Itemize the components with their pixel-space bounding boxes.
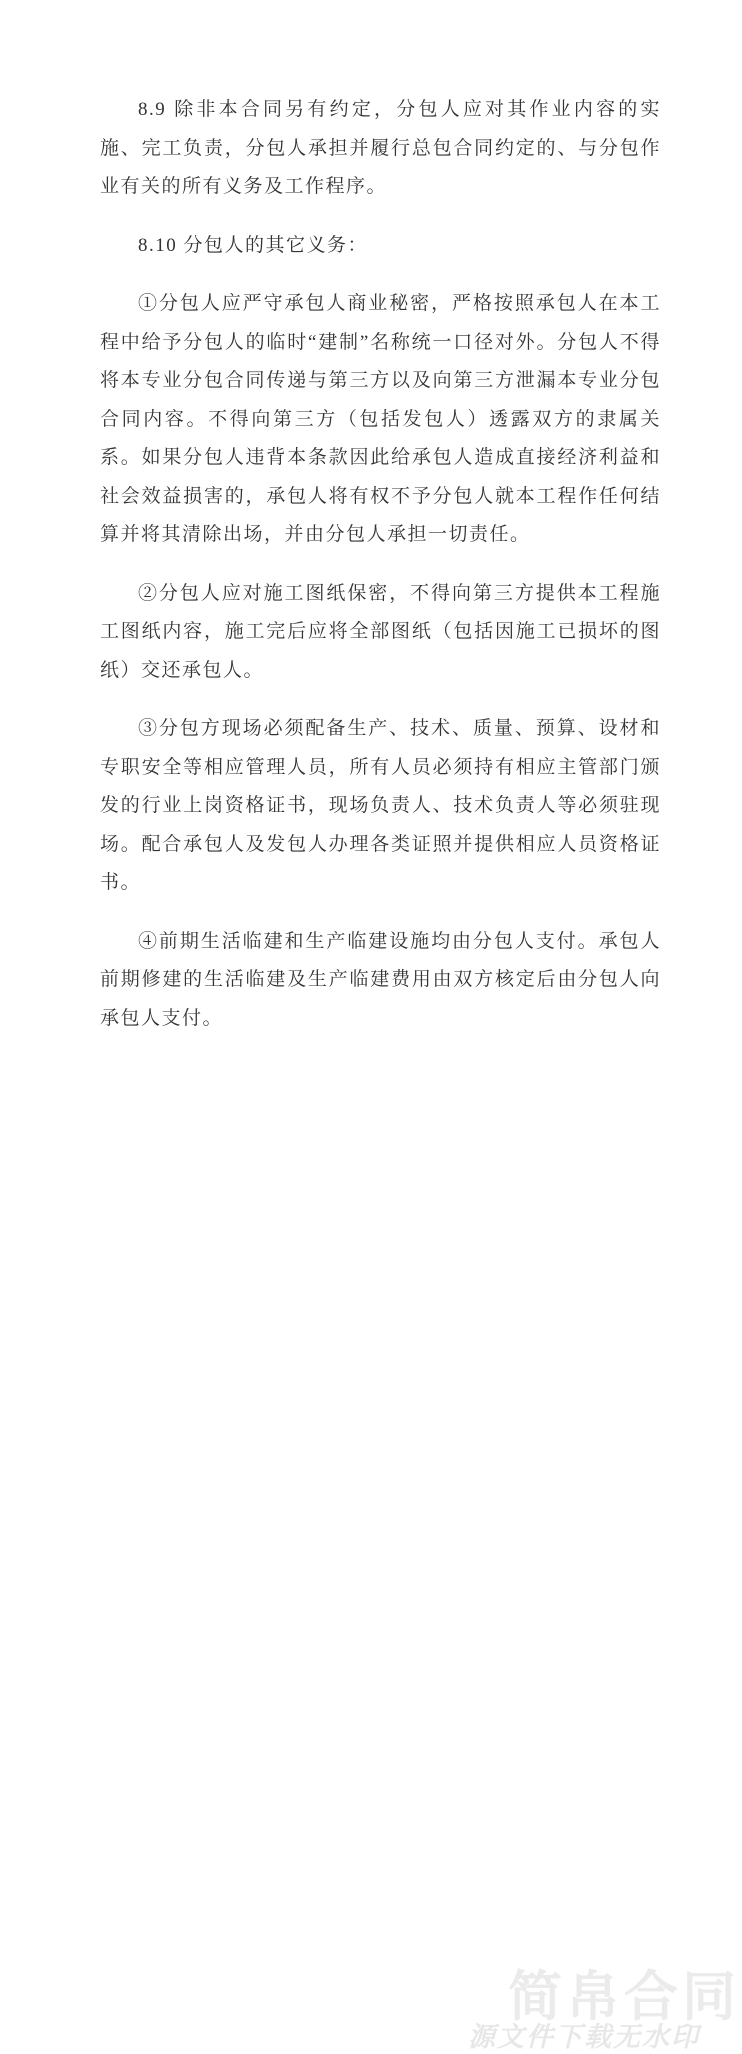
obligation-item-4-paragraph: ④前期生活临建和生产临建设施均由分包人支付。承包人前期修建的生活临建及生产临建费用由双方核定后由分包人向承包人支付。 (100, 930, 661, 1029)
obligation-item-2-paragraph: ②分包人应对施工图纸保密，不得向第三方提供本工程施工图纸内容，施工完后应将全部图纸（包括因施工已损坏的图纸）交还承包人。 (100, 582, 661, 681)
clause-8-10-heading: 8.10 分包人的其它义务： (138, 234, 369, 256)
obligation-item-1-paragraph: ①分包人应严守承包人商业秘密，严格按照承包人在本工程中给予分包人的临时“建制”名称统一口径对外。分包人不得将本专业分包合同传递与第三方以及向第三方泄漏本专业分包合同内容。不得向第三方（包括发包人）透露双方的隶属关系。如果分包人违背本条款因此给承包人造成直接经济利益和社会效益损害的，承包人将有权不予分包人就本工程作任何结算并将其清除出场，并由分包人承担一切责任。 (100, 293, 661, 545)
watermark-logo-text: 简帛合同 (508, 1967, 740, 2027)
contract-text-block (100, 91, 661, 1058)
watermark-subtitle: 源文件下载无水印 (468, 2022, 700, 2052)
clause-8-9-paragraph: 8.9 除非本合同另有约定，分包人应对其作业内容的实施、完工负责，分包人承担并履行总包合同约定的、与分包作业有关的所有义务及工作程序。 (100, 99, 661, 197)
obligation-item-3-paragraph: ③分包方现场必须配备生产、技术、质量、预算、设材和专职安全等相应管理人员，所有人员必须持有相应主管部门颁发的行业上岗资格证书，现场负责人、技术负责人等必须驻现场。配合承包人及发包人办理各类证照并提供相应人员资格证书。 (100, 718, 661, 893)
